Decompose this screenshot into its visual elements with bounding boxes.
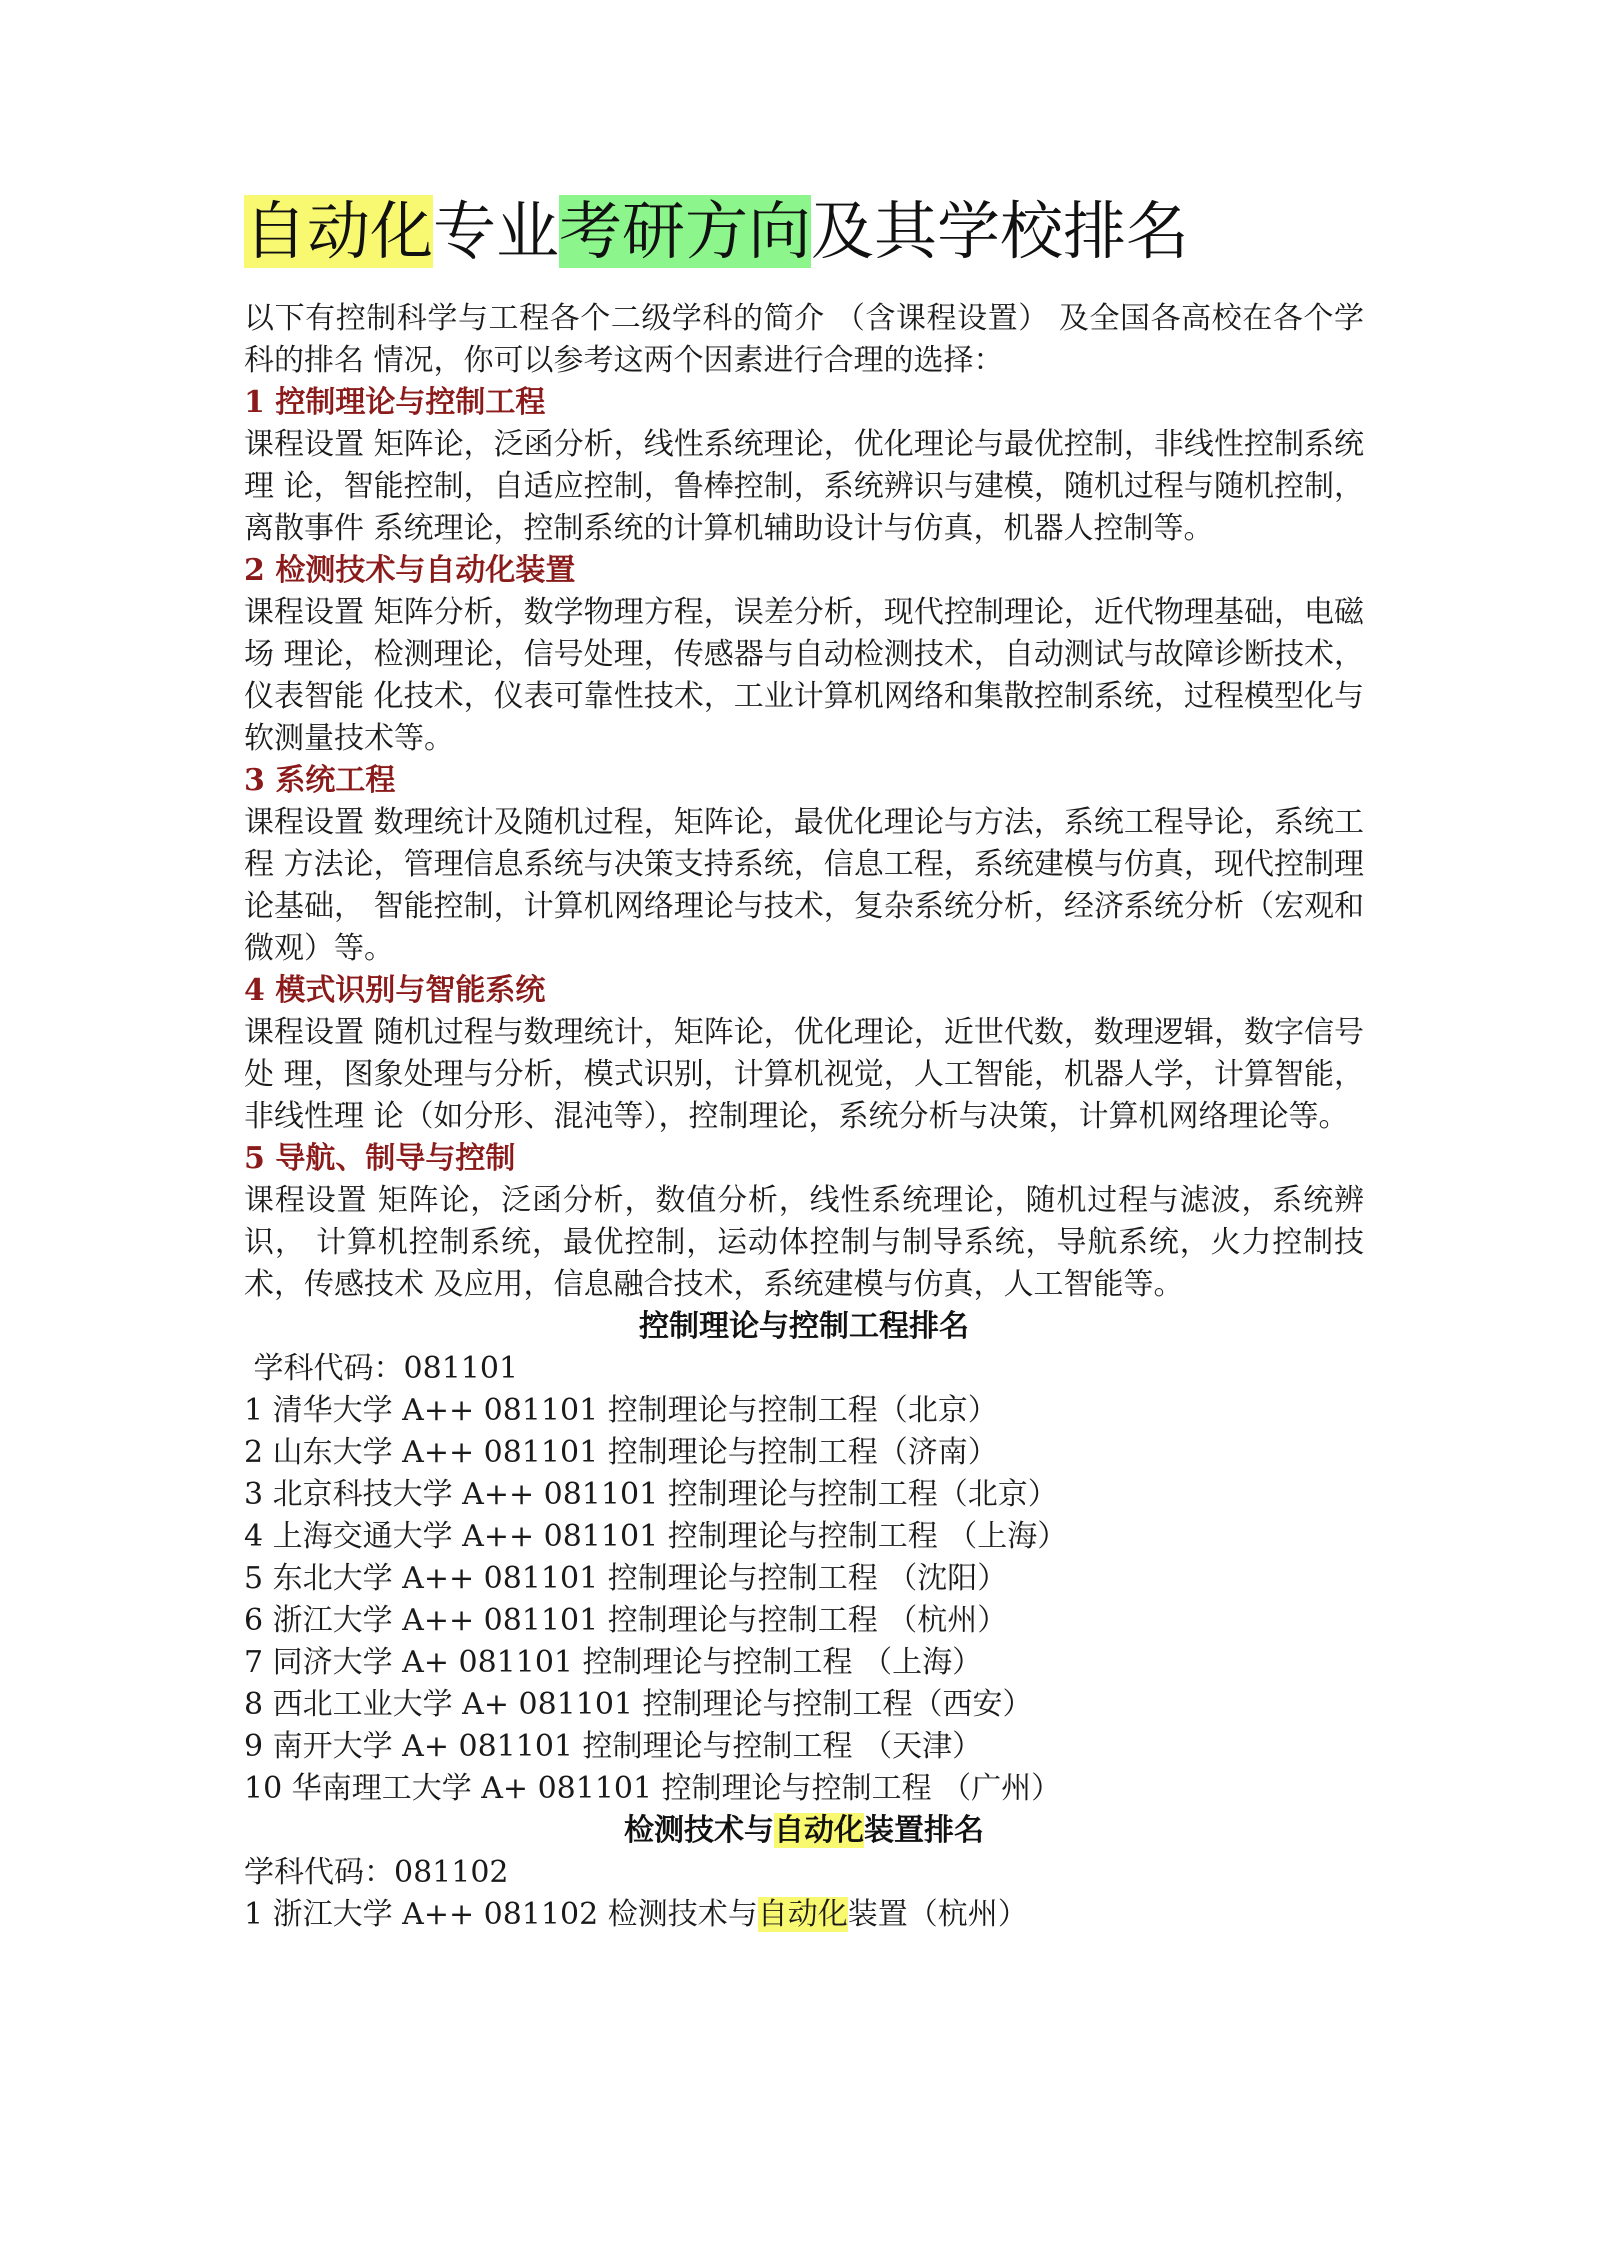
title-text-rest: 及其学校排名 [811,195,1189,268]
section-heading: 5 导航、制导与控制 [244,1141,516,1176]
ranking-row-post: 装置（杭州） [847,1897,1028,1932]
ranking-detection-tech [244,1810,1364,1936]
title-highlight-kaoyan: 考研方向 [559,195,811,268]
ranking-row: 7 同济大学 A+ 081101 控制理论与控制工程 （上海） [244,1645,983,1680]
section-4 [244,970,1364,1138]
ranking-row-highlight: 自动化 [757,1897,848,1932]
section-body: 课程设置 矩阵论，泛函分析，线性系统理论，优化理论与最优控制，非线性控制系统理 论，智能控制，自适应控制，鲁棒控制，系统辨识与建模，随机过程与随机控制，离散事件 系统理论，控制系统的计算机辅助设计与仿真，机器人控制等。 [244,427,1364,546]
section-1 [244,382,1364,550]
ranking-row [244,1894,1364,1936]
ranking-row: 10 华南理工大学 A+ 081101 控制理论与控制工程 （广州） [244,1771,1062,1806]
ranking-heading: 控制理论与控制工程排名 [639,1309,969,1344]
ranking-row: 6 浙江大学 A++ 081101 控制理论与控制工程 （杭州） [244,1603,1008,1638]
ranking-row: 8 西北工业大学 A+ 081101 控制理论与控制工程（西安） [244,1687,1033,1722]
ranking-row: 9 南开大学 A+ 081101 控制理论与控制工程 （天津） [244,1729,983,1764]
ranking-row: 2 山东大学 A++ 081101 控制理论与控制工程（济南） [244,1435,998,1470]
title-highlight-automation: 自动化 [244,195,433,268]
section-heading: 2 检测技术与自动化装置 [244,553,576,588]
ranking-heading-post: 装置排名 [864,1813,984,1848]
section-body: 课程设置 矩阵分析，数学物理方程，误差分析，现代控制理论，近代物理基础，电磁场 理论，检测理论，信号处理，传感器与自动检测技术，自动测试与故障诊断技术，仪表智能 化技术，仪表可靠性技术，工业计算机网络和集散控制系统，过程模型化与软测量技术等。 [244,595,1364,756]
discipline-code: 学科代码：081101 [244,1351,519,1386]
section-3 [244,760,1364,970]
ranking-row: 4 上海交通大学 A++ 081101 控制理论与控制工程 （上海） [244,1519,1068,1554]
ranking-row: 3 北京科技大学 A++ 081101 控制理论与控制工程（北京） [244,1477,1058,1512]
intro-paragraph: 以下有控制科学与工程各个二级学科的简介 （含课程设置） 及全国各高校在各个学科的排名 情况，你可以参考这两个因素进行合理的选择： [244,301,1364,378]
section-heading: 1 控制理论与控制工程 [244,385,546,420]
section-heading: 3 系统工程 [244,763,396,798]
discipline-code: 学科代码：081102 [244,1855,509,1890]
ranking-heading-highlight: 自动化 [774,1813,864,1848]
section-body: 课程设置 数理统计及随机过程，矩阵论，最优化理论与方法，系统工程导论，系统工程 方法论，管理信息系统与决策支持系统，信息工程，系统建模与仿真，现代控制理论基础， 智能控制，计算机网络理论与技术，复杂系统分析，经济系统分析（宏观和微观）等。 [244,805,1364,966]
document-page [244,186,1364,1936]
section-body: 课程设置 矩阵论，泛函分析，数值分析，线性系统理论，随机过程与滤波，系统辨识， 计算机控制系统，最优控制，运动体控制与制导系统，导航系统，火力控制技术，传感技术 及应用，信息融合技术，系统建模与仿真，人工智能等。 [244,1183,1364,1302]
ranking-control-theory [244,1306,1364,1810]
section-2 [244,550,1364,760]
ranking-row: 1 清华大学 A++ 081101 控制理论与控制工程（北京） [244,1393,998,1428]
document-title [244,186,1364,278]
ranking-row-pre: 1 浙江大学 A++ 081102 检测技术与 [244,1897,758,1932]
section-5 [244,1138,1364,1306]
section-body: 课程设置 随机过程与数理统计，矩阵论，优化理论，近世代数，数理逻辑，数字信号处 理，图象处理与分析，模式识别，计算机视觉，人工智能，机器人学，计算智能，非线性理 论（如分形、混沌等），控制理论，系统分析与决策，计算机网络理论等。 [244,1015,1364,1134]
ranking-heading-pre: 检测技术与 [624,1813,774,1848]
title-text-major: 专业 [433,195,559,268]
ranking-row: 5 东北大学 A++ 081101 控制理论与控制工程 （沈阳） [244,1561,1008,1596]
section-heading: 4 模式识别与智能系统 [244,973,546,1008]
ranking-heading [244,1810,1364,1852]
